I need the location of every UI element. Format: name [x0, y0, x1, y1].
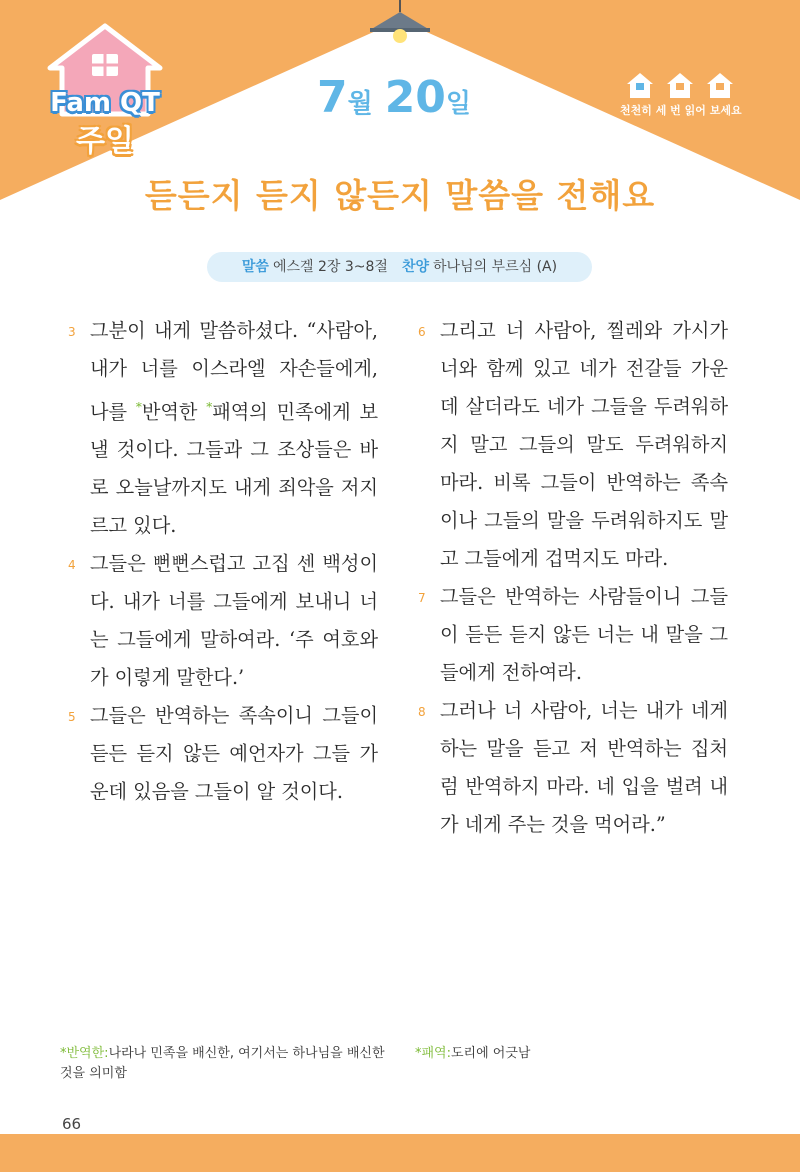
hymn-label: 찬양 — [401, 259, 430, 275]
verse-text: 그분이 내게 말씀하셨다. “사람아, 내가 너를 이스라엘 자손들에게, 나를 — [90, 319, 378, 424]
footnote — [60, 1044, 390, 1084]
footnote-marker: * — [135, 400, 142, 414]
date-month-unit: 월 — [347, 89, 373, 119]
logo-text-sunday: 주일 — [76, 124, 134, 159]
verse-text: 그들은 반역하는 족속이니 그들이 듣든 듣지 않든 예언자가 그들 가운데 있음을 그들이 알 것이다. — [90, 704, 378, 804]
footnote-term: *반역한: — [60, 1046, 109, 1061]
footnote-text: 도리에 어긋남 — [451, 1046, 531, 1061]
verse-text: 그들은 뻔뻔스럽고 고집 센 백성이다. 내가 너를 그들에게 보내니 너는 그들에게 말하여라. ‘주 여호와가 이렇게 말한다.’ — [90, 552, 378, 690]
read-three-times-label: 천천히 세 번 읽어 보세요 — [620, 104, 742, 117]
house-icon — [705, 70, 735, 100]
right-column — [418, 312, 728, 844]
date-day: 20 — [384, 72, 446, 123]
scripture-reference: 에스겔 2장 3~8절 — [272, 259, 388, 275]
footnote-term: *패역: — [415, 1046, 451, 1061]
page-number: 66 — [62, 1115, 82, 1133]
verse — [418, 578, 728, 692]
verse-text: 그러나 너 사람아, 너는 내가 네게 하는 말을 듣고 저 반역하는 집처럼 반역하지 마라. 네 입을 벌려 내가 네게 주는 것을 먹어라.” — [440, 699, 728, 836]
verse-text: 그들은 반역하는 사람들이니 그들이 듣든 듣지 않든 너는 내 말을 그들에게 전하여라. — [440, 585, 728, 684]
date-day-unit: 일 — [445, 89, 472, 119]
verse-number: 5 — [68, 710, 76, 725]
verse — [68, 697, 378, 811]
house-icon — [625, 70, 655, 100]
footnote-text: 나라나 민족을 배신한, 여기서는 하나님을 배신한 것을 의미함 — [60, 1046, 385, 1081]
verse-number: 8 — [418, 705, 426, 719]
verse — [68, 545, 378, 697]
verse-number: 6 — [418, 325, 426, 339]
verse-text: 패역의 민족에게 보낼 것이다. 그들과 그 조상들은 바로 오늘날까지도 내게 죄악을 저지르고 있다. — [90, 400, 378, 538]
hymn-title: 하나님의 부르심 (A) — [433, 259, 558, 275]
read-three-times-badge — [620, 70, 740, 118]
house-icon — [665, 70, 695, 100]
footnote-marker: * — [206, 400, 213, 414]
footnote — [415, 1044, 715, 1064]
scripture-info-pill — [207, 252, 592, 282]
left-column — [68, 312, 378, 811]
bottom-bar — [0, 1134, 800, 1172]
verse-number: 7 — [418, 591, 426, 605]
verse — [418, 692, 728, 844]
date-month: 7 — [316, 72, 348, 123]
verse-text: 그리고 너 사람아, 찔레와 가시가 너와 함께 있고 네가 전갈들 가운데 살더라도 네가 그들을 두려워하지 말고 그들의 말도 두려워하지 마라. 비록 그들이 반역하는 족속이나 그들의 말을 두려워하지도 말고 그들에게 겁먹지도 마라. — [440, 319, 728, 570]
page-title: 듣든지 듣지 않든지 말씀을 전해요 — [144, 176, 656, 215]
scripture-label: 말씀 — [241, 259, 269, 275]
verse-number: 3 — [68, 325, 76, 339]
verse-number: 4 — [68, 558, 76, 573]
verse — [68, 312, 378, 545]
logo-text-famqt: Fam QT — [50, 88, 160, 118]
verse — [418, 312, 728, 578]
verse-text: 반역한 — [141, 400, 207, 424]
